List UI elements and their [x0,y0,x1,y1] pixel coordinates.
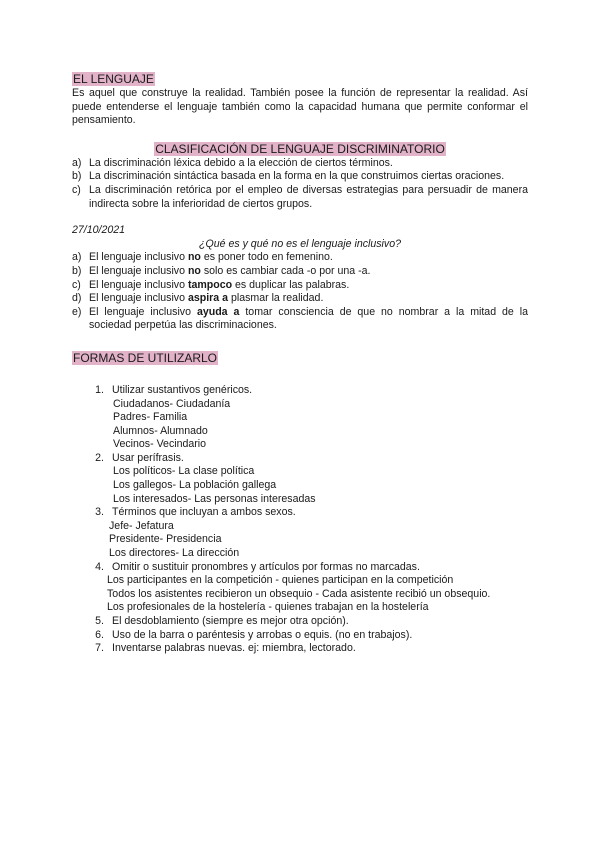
list-item [72,629,528,643]
example-line: Los interesados- Las personas interesadas [113,492,316,505]
list-item-text: La discriminación retórica por el empleo de diversas estrategias para persuadir de manera indirecta sobre la inferioridad de ciertos grupos. [89,183,528,210]
list-item-text: Usar perífrasis. [112,451,184,464]
list-marker: 3. [95,506,104,519]
list-item [72,506,528,520]
section-clasificacion [72,142,528,211]
list-item [72,157,528,171]
list-item [72,184,528,211]
list-item-text: La discriminación léxica debido a la elección de ciertos términos. [89,156,393,169]
list-item [72,642,528,656]
example-line: Todos los asistentes recibieron un obsequio - Cada asistente recibió un obsequio. [107,587,491,600]
list-item-bold: tampoco [187,278,233,291]
list-item-text: Inventarse palabras nuevas. ej: miembra, lectorado. [112,642,356,655]
list-marker: b) [72,264,82,277]
list-item-text: es duplicar las palabras. [232,278,350,291]
formas-list [72,384,528,656]
list-item-text: solo es cambiar cada -o por una -a. [200,264,371,277]
list-item-text: Términos que incluyan a ambos sexos. [112,506,296,519]
document-page [72,72,528,656]
example-line: Padres- Familia [113,411,188,424]
list-item-bold: no [187,251,201,264]
list-item-text: Utilizar sustantivos genéricos. [112,383,253,396]
list-item [72,279,528,293]
section-title-clasificacion: CLASIFICACIÓN DE LENGUAJE DISCRIMINATORIO [155,141,445,156]
list-item [72,384,528,398]
list-marker: 5. [95,615,104,627]
example-line: Ciudadanos- Ciudadanía [113,397,231,410]
list-marker: 6. [95,628,104,641]
example-line: Presidente- Presidencia [109,533,222,546]
example-line: Los políticos- La clase política [113,465,255,478]
example-line: Alumnos- Alumnado [113,424,208,437]
list-item-text: El lenguaje inclusivo [89,305,197,318]
example-line: Vecinos- Vecindario [113,438,207,451]
list-item [72,292,528,306]
list-item-text: El lenguaje inclusivo [89,251,188,264]
section-formas [72,351,528,656]
list-item-text: Omitir o sustituir pronombres y artículos por formas no marcadas. [112,560,420,573]
list-item-bold: aspira a [187,292,228,305]
date-label: 27/10/2021 [72,224,126,237]
paragraph-definition: Es aquel que construye la realidad. También posee la función de representar la realidad. Así puede entenderse el lenguaje también como la capacidad humana que permite conformar el pensamiento. [72,87,528,127]
list-marker: a) [72,251,82,264]
example-line: Los directores- La dirección [109,547,240,560]
list-item [72,561,528,575]
clasificacion-list [72,157,528,211]
list-marker: b) [72,170,82,183]
section-title-formas: FORMAS DE UTILIZARLO [73,350,218,365]
example-line: Jefe- Jefatura [109,519,174,532]
list-marker: e) [72,305,82,318]
list-marker: a) [72,156,82,169]
list-item-text: El lenguaje inclusivo [89,278,188,291]
list-item-text: El lenguaje inclusivo [89,264,188,277]
list-item [72,170,528,184]
section-el-lenguaje [72,72,528,128]
list-marker: 4. [95,560,104,573]
section-title-el-lenguaje: EL LENGUAJE [73,72,154,86]
list-item-text: El desdoblamiento (siempre es mejor otra opción). [112,615,349,627]
list-item [72,452,528,466]
list-item-text: es poner todo en femenino. [200,251,333,264]
list-marker: 1. [95,383,104,396]
example-line: Los gallegos- La población gallega [113,479,277,492]
list-item-text: tomar consciencia de que no nombrar a la mitad de la sociedad perpetúa las discriminaciones. [89,305,529,332]
list-item-bold: ayuda a [196,305,240,318]
list-item-text: Uso de la barra o paréntesis y arrobas o equis. (no en trabajos). [112,628,413,641]
list-marker: d) [72,292,82,305]
list-item [72,615,528,629]
section-lenguaje-inclusivo [72,238,528,333]
example-line: Los participantes en la competición - quienes participan en la competición [107,574,454,587]
inclusivo-list [72,251,528,333]
list-item [72,306,528,333]
list-item-text: El lenguaje inclusivo [89,292,188,305]
list-item-text: La discriminación sintáctica basada en la forma en la que construimos ciertas oraciones. [89,170,505,183]
list-item-bold: no [187,264,201,277]
list-item-text: plasmar la realidad. [228,292,324,305]
list-marker: 2. [95,451,104,464]
list-item [72,265,528,279]
list-marker: c) [72,278,81,291]
list-marker: c) [72,183,81,196]
example-line: Los profesionales de la hostelería - quienes trabajan en la hostelería [107,601,429,614]
list-item [72,251,528,265]
subtitle-lenguaje-inclusivo: ¿Qué es y qué no es el lenguaje inclusivo? [199,237,401,250]
list-marker: 7. [95,642,104,655]
